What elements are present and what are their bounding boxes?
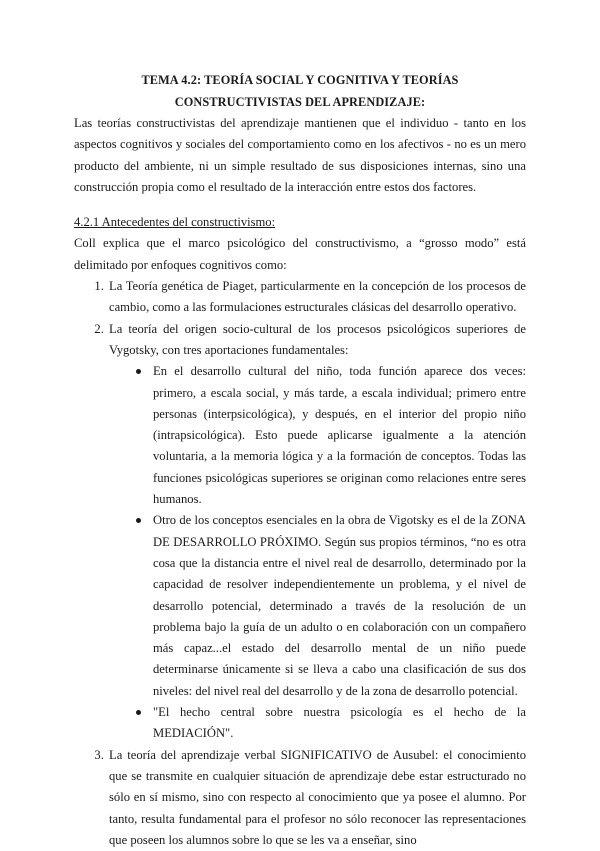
intro-paragraph: Las teorías constructivistas del aprendizaje mantienen que el individuo - tanto en los aspectos cognitivos y sociales del comportamiento como en los afectivos - no es un mero producto del ambiente, ni un simple resultado de sus disposiciones internas, sino una construcción propia como el resultado de la interacción entre estos dos factores. (74, 116, 526, 194)
list-item-3 (107, 745, 526, 851)
title-line-2: CONSTRUCTIVISTAS DEL APRENDIZAJE: (174, 95, 426, 109)
bullet-item-3 (153, 702, 526, 745)
bullet-item-1-text: En el desarrollo cultural del niño, toda función aparece dos veces: primero, a escala social, y más tarde, a escala individual; primero entre personas (interpsicológica), y después, en el interior del propio niño (intrapsicológica). Esto puede aplicarse igualmente a la atención voluntaria, a la memoria lógica y a la formación de conceptos. Todas las funciones psicológicas superiores se originan como relaciones entre seres humanos. (153, 364, 526, 507)
list-item-1 (107, 276, 526, 319)
bullet-item-1 (153, 361, 526, 510)
list-item-2-text: La teoría del origen socio-cultural de los procesos psicológicos superiores de Vygotsky, con tres aportaciones fundamentales: (109, 321, 526, 357)
bullet-icon (136, 369, 141, 374)
list-item-2 (107, 319, 526, 745)
bullet-icon (136, 710, 141, 715)
title-line-1: TEMA 4.2: TEORÍA SOCIAL Y COGNITIVA Y TEORÍAS (141, 73, 459, 87)
bullet-item-3-text: "El hecho central sobre nuestra psicología es el hecho de la MEDIACIÓN". (153, 705, 526, 741)
numbered-list (74, 276, 526, 851)
list-item-3-text: La teoría del aprendizaje verbal SIGNIFICATIVO de Ausubel: el conocimiento que se transmite en cualquier situación de aprendizaje debe estar estructurado no sólo en sí mismo, sino con respecto al conocimiento que ya posee el alumno. Por tanto, resulta fundamental para el profesor no sólo reconocer las representaciones que poseen los alumnos sobre lo que se les va a enseñar, sino (109, 747, 526, 847)
section-heading: 4.2.1 Antecedentes del constructivismo: (74, 215, 276, 230)
spacer (74, 198, 526, 212)
bullet-icon (136, 518, 141, 523)
bullet-item-2 (153, 510, 526, 702)
list-item-1-text: La Teoría genética de Piaget, particularmente en la concepción de los procesos de cambio, como a las formulaciones estructurales clásicas del desarrollo operativo. (109, 279, 526, 315)
section-intro: Coll explica que el marco psicológico del constructivismo, a “grosso modo” está delimitado por enfoques cognitivos como: (74, 236, 526, 272)
bullet-list (109, 361, 526, 744)
bullet-item-2-text: Otro de los conceptos esenciales en la obra de Vigotsky es el de la ZONA DE DESARROLLO PRÓXIMO. Según sus propios términos, “no es otra cosa que la distancia entre el nivel real de desarrollo, determinado por la capacidad de resolver independientemente un problema, y el nivel de desarrollo potencial, determinado a través de la resolución de un problema bajo la guía de un adulto o en colaboración con un compañero más capaz...el estado del desarrollo mental de un niño puede determinarse únicamente si se lleva a cabo una clasificación de sus dos niveles: del nivel real del desarrollo y de la zona de desarrollo potencial. (153, 513, 526, 698)
